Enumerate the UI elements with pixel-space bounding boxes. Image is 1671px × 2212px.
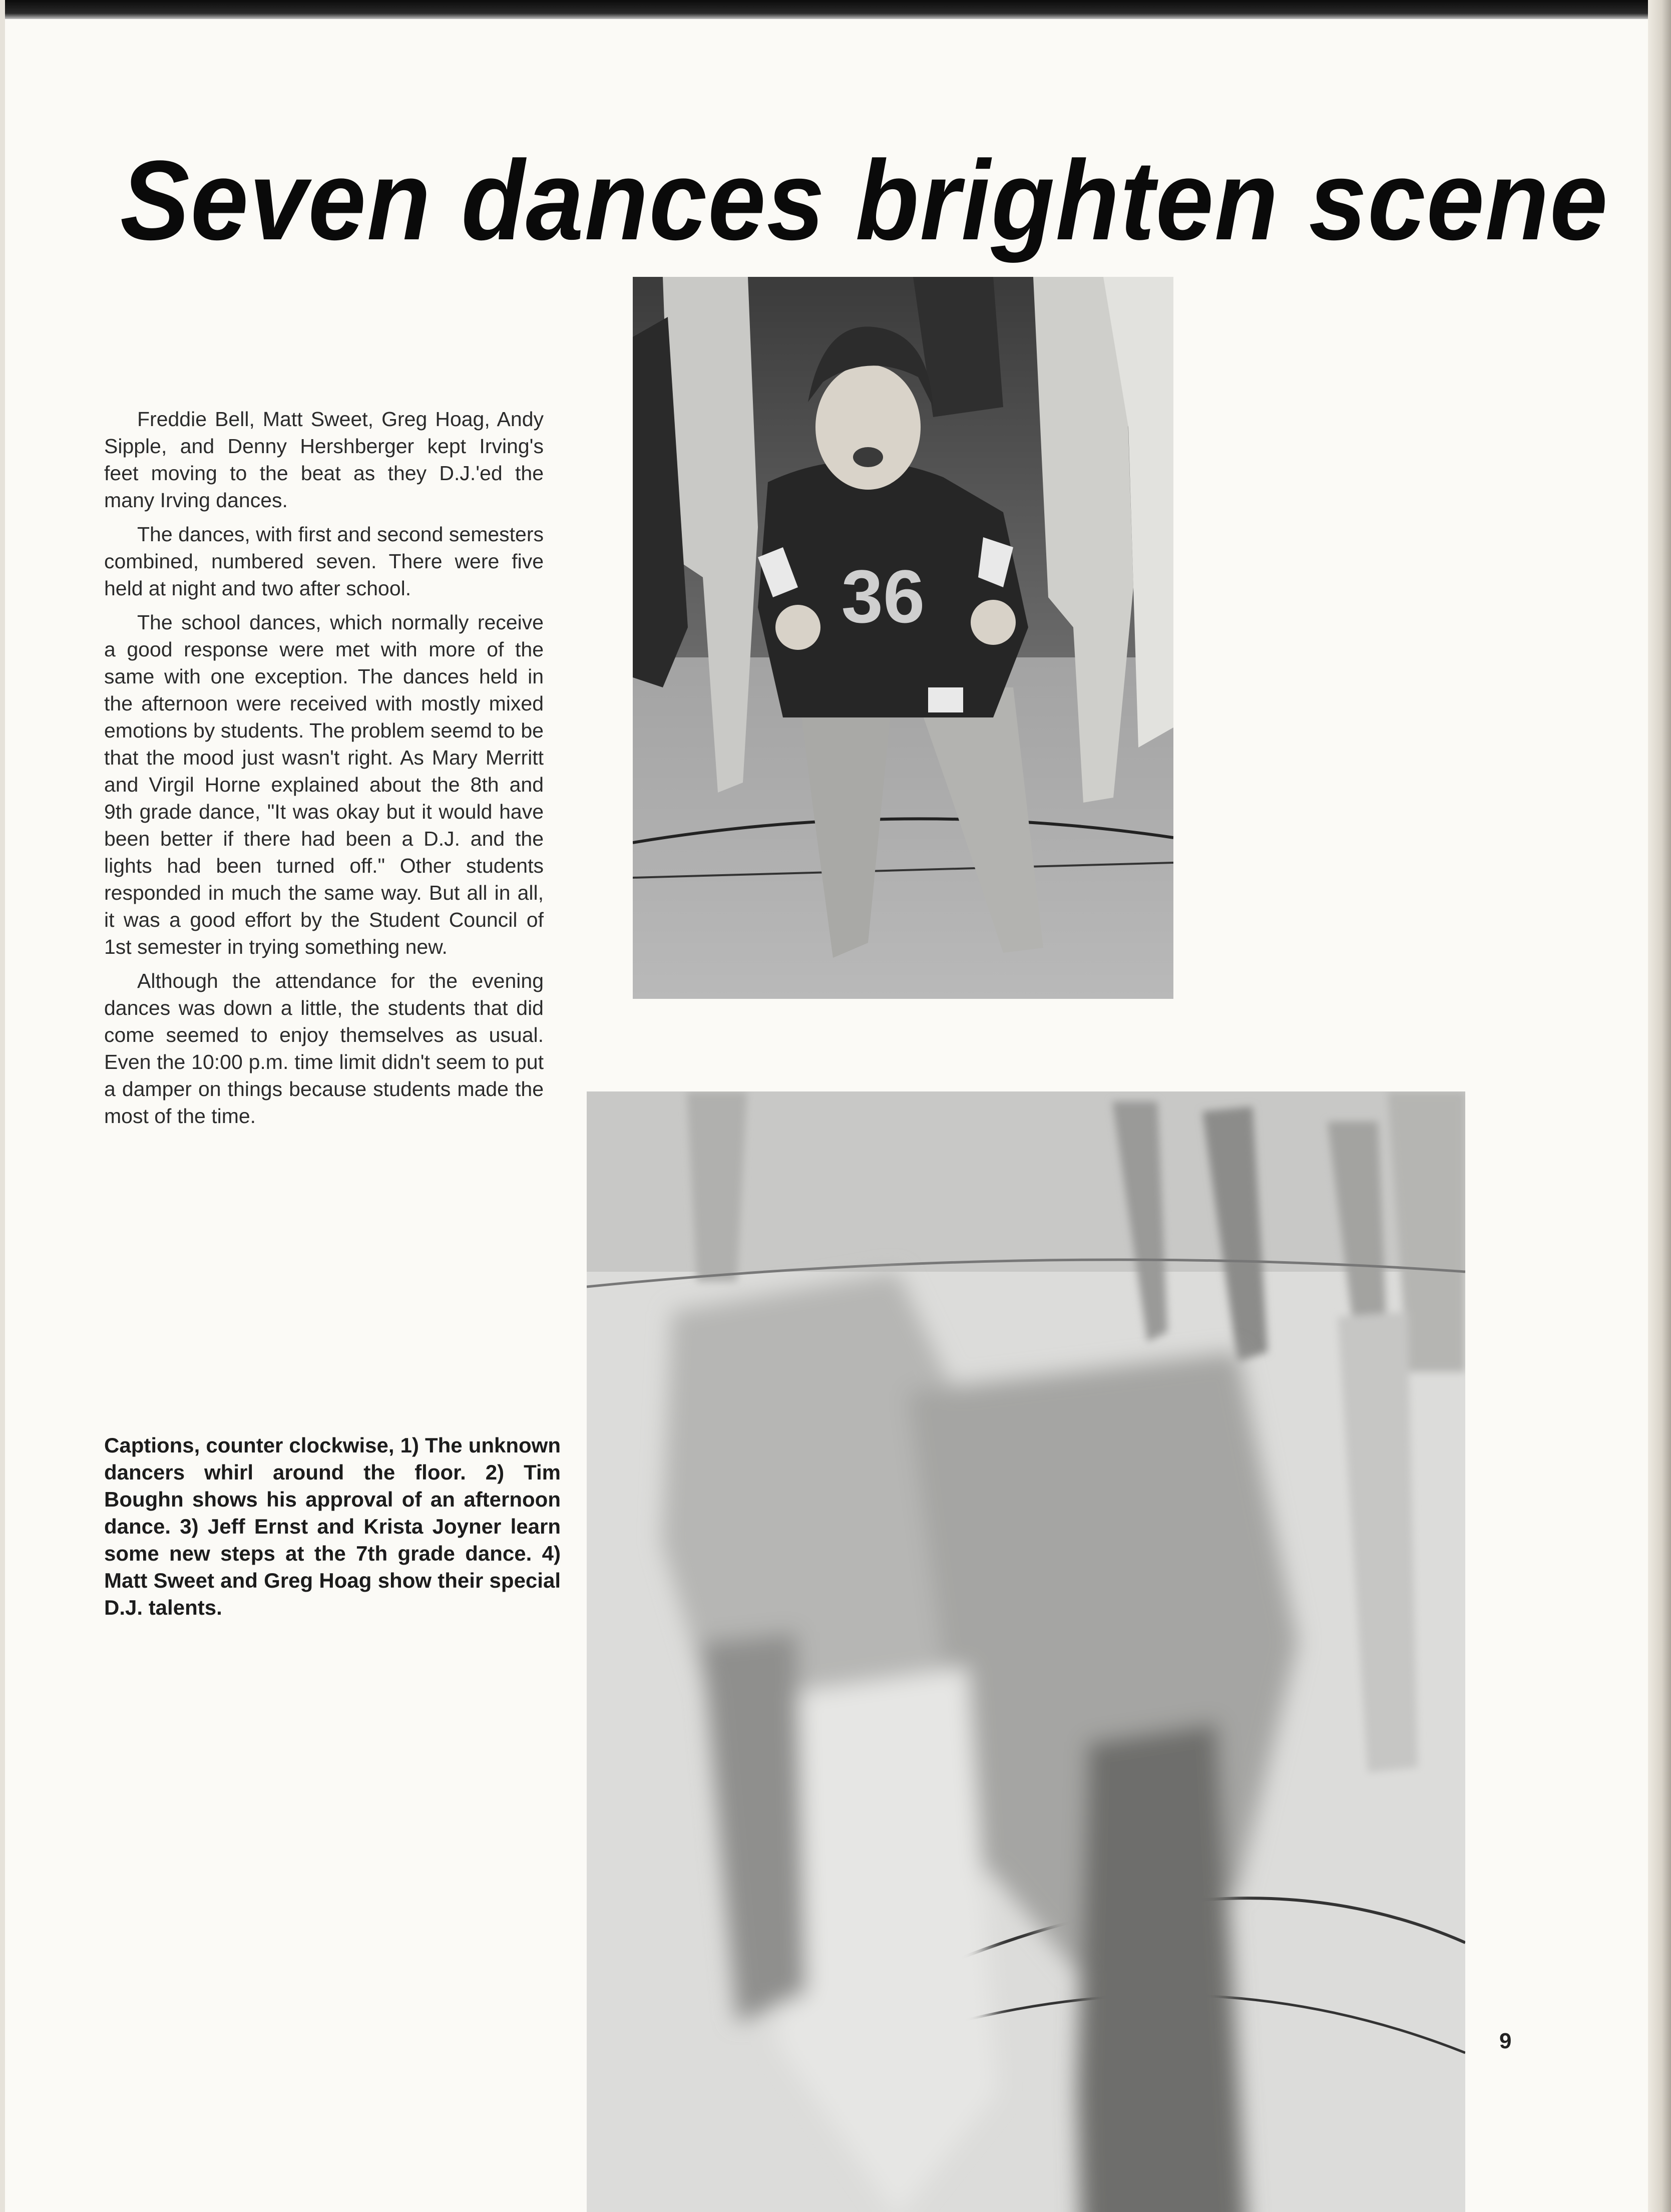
page-right-edge <box>1648 0 1671 2212</box>
dancer-photo <box>633 277 1173 999</box>
photo-captions: Captions, counter clockwise, 1) The unknown dancers whirl around the floor. 2) Tim Boughn shows his approval of an afternoon dance. 3) Jeff Ernst and Krista Joyner learn some new steps at the 7th grade dance. 4) Matt Sweet and Greg Hoag show their special D.J. talents. <box>104 1433 561 1619</box>
article-paragraph: Although the attendance for the evening dances was down a little, the students that did come seemed to enjoy themselves as usual. Even the 10:00 p.m. time limit didn't seem to put a damper on things because students made the most of the time. <box>104 969 544 1128</box>
jersey-number: 36 <box>841 554 925 638</box>
page-number: 9 <box>1499 2029 1512 2053</box>
headline: Seven dances brighten scene <box>120 137 1609 263</box>
article-paragraph: The dances, with first and second semesters combined, numbered seven. There were five held at night and two after school. <box>104 523 544 600</box>
article-paragraph: The school dances, which normally receive a good response were met with more of the same with one exception. The dances held in the afternoon were received with mostly mixed emotions by students. The problem seemd to be that the mood just wasn't right. As Mary Merritt and Virgil Horne explained about the 8th and 9th grade dance, "It was okay but it would have been better if there had been a D.J. and the lights had been turned off." Other students responded in much the same way. But all in all, it was a good effort by the Student Council of 1st semester in trying something new. <box>104 611 544 958</box>
article-body <box>104 406 544 1137</box>
article-paragraph: Freddie Bell, Matt Sweet, Greg Hoag, Andy Sipple, and Denny Hershberger kept Irving's feet moving to the beat as they D.J.'ed the many Irving dances. <box>104 408 544 512</box>
page-left-edge <box>0 0 5 2212</box>
page-top-edge <box>0 0 1671 19</box>
whirling-dancers-photo <box>587 1091 1465 2212</box>
